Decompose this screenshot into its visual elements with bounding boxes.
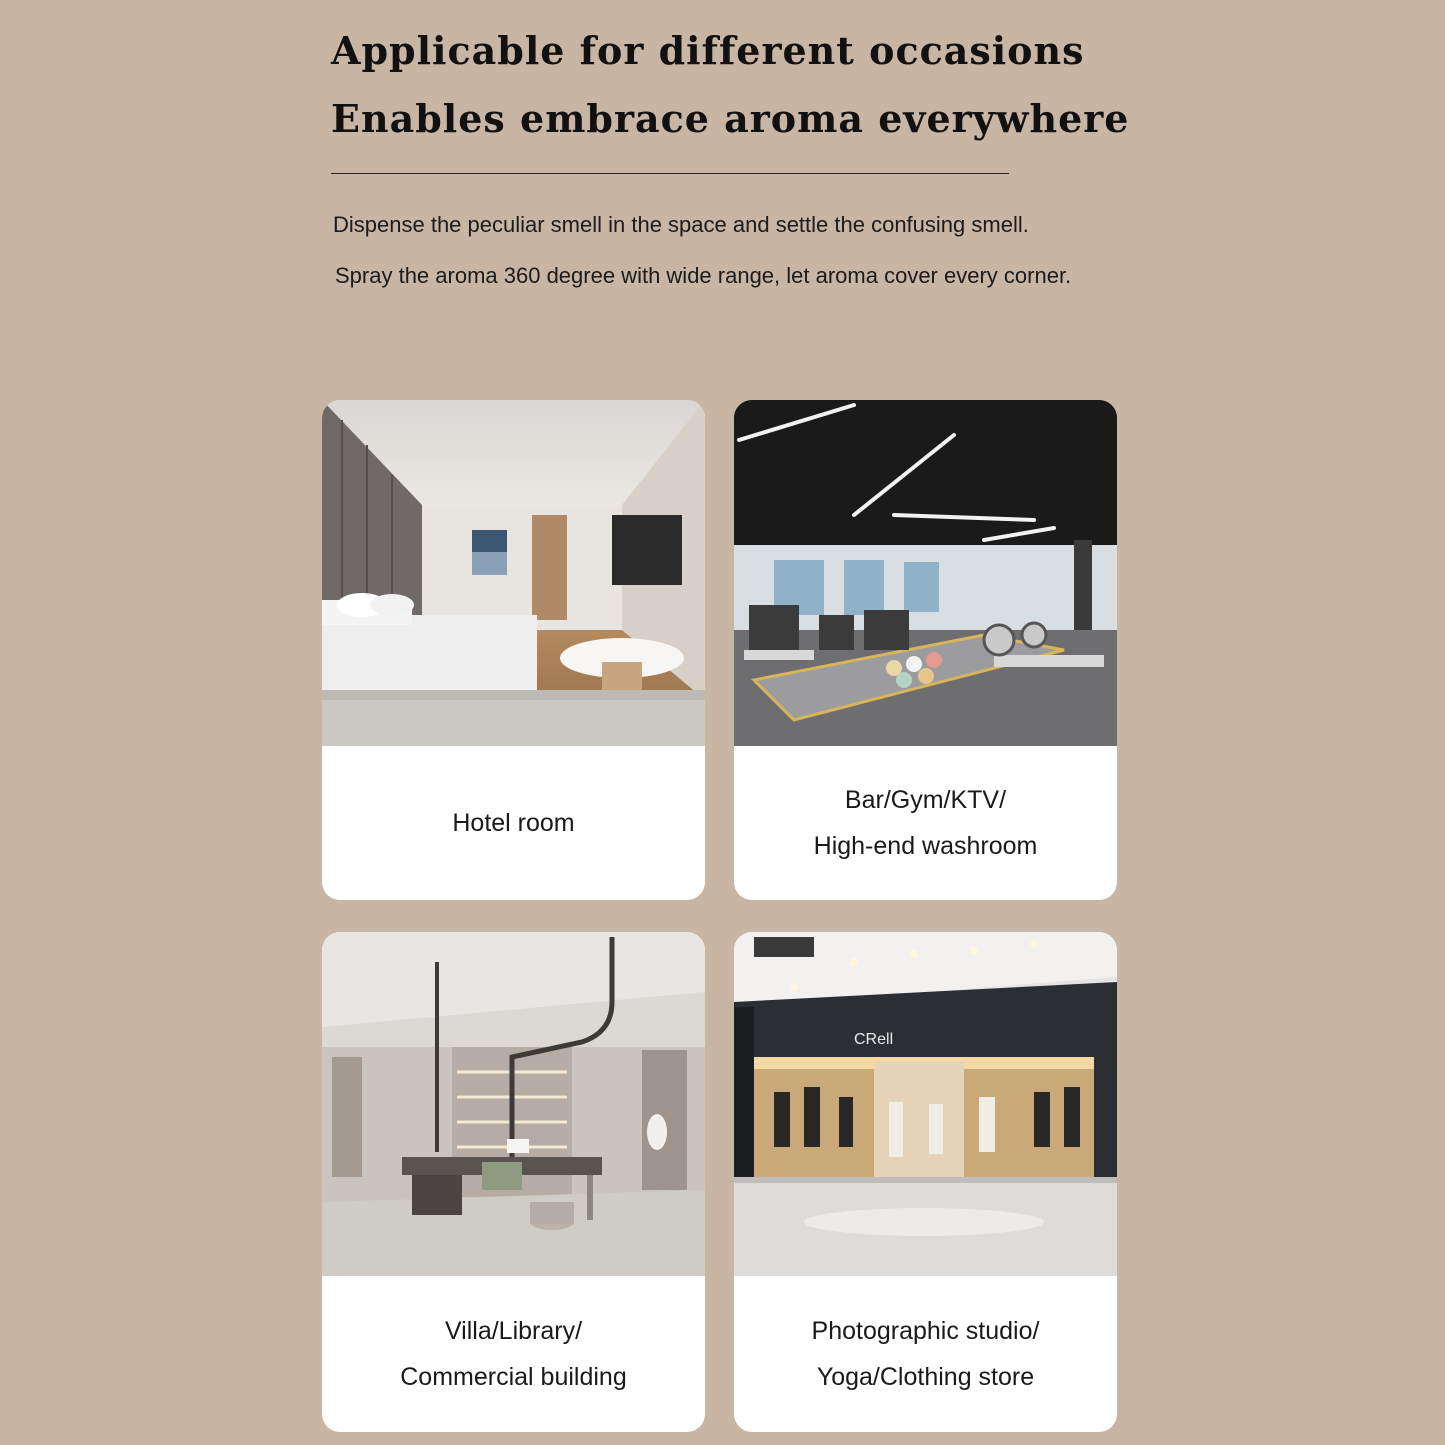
villa-office-photo [322,932,705,1276]
title-divider [331,173,1009,174]
occasion-caption-hotel [322,746,705,900]
title-line-1: Applicable for different occasions [331,28,1085,73]
caption-line: Yoga/Clothing store [816,1363,1035,1391]
description-line-1: Dispense the peculiar smell in the space and settle the confusing smell. [333,212,1029,237]
caption-line: Photographic studio/ [811,1317,1040,1345]
gym-photo [734,400,1117,746]
occasion-card-hotel [322,400,705,900]
caption-line: Bar/Gym/KTV/ [844,786,1007,814]
caption-line: High-end washroom [813,832,1038,860]
occasion-caption-villa [322,1276,705,1432]
title-line-2: Enables embrace aroma everywhere [331,96,1130,141]
caption-line: Commercial building [400,1363,627,1391]
occasion-caption-gym [734,746,1117,900]
occasion-card-gym [734,400,1117,900]
clothing-store-photo [734,932,1117,1276]
store-sign: CRell [854,1031,894,1048]
occasion-caption-store [734,1276,1117,1432]
description-line-2: Spray the aroma 360 degree with wide range, let aroma cover every corner. [335,263,1072,288]
caption-line: Hotel room [452,809,575,837]
hotel-room-photo [322,400,705,746]
occasion-card-store [734,932,1117,1432]
caption-line: Villa/Library/ [444,1317,583,1345]
occasion-card-villa [322,932,705,1432]
